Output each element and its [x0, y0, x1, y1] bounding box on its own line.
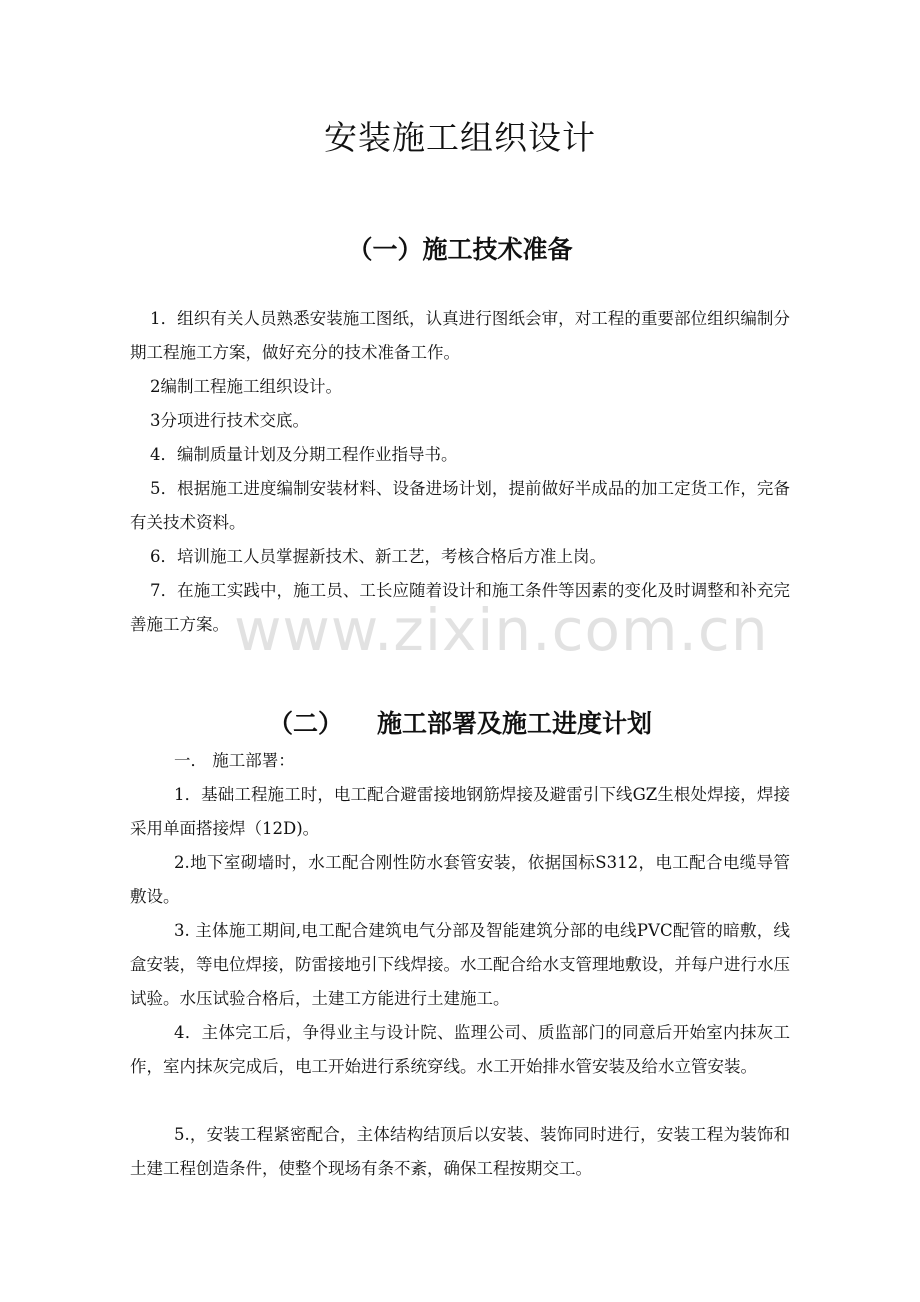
section-1-item-1: 1．组织有关人员熟悉安装施工图纸，认真进行图纸会审，对工程的重要部位组织编制分期工程施工方案，做好充分的技术准备工作。	[130, 309, 790, 362]
section-2-heading-text: 施工部署及施工进度计划	[377, 709, 653, 738]
section-2-heading	[0, 704, 920, 740]
section-2-item-5: 5.，安装工程紧密配合，主体结构结顶后以安装、装饰同时进行，安装工程为装饰和土建工程创造条件，使整个现场有条不紊，确保工程按期交工。	[130, 1125, 790, 1178]
section-1-item-2: 2编制工程施工组织设计。	[150, 377, 342, 396]
section-2-item-2: 2.地下室砌墙时，水工配合刚性防水套管安装，依据国标S312，电工配合电缆导管敷设。	[130, 853, 790, 906]
section-2-item-3: 3. 主体施工期间,电工配合建筑电气分部及智能建筑分部的电线PVC配管的暗敷，线盒安装，等电位焊接，防雷接地引下线焊接。水工配合给水支管理地敷设，并每户进行水压试验。水压试验合格后，土建工方能进行土建施工。	[130, 921, 790, 1008]
section-1-item-7: 7．在施工实践中，施工员、工长应随着设计和施工条件等因素的变化及时调整和补充完善施工方案。	[130, 581, 790, 634]
section-1-item-6: 6．培训施工人员掌握新技术、新工艺，考核合格后方准上岗。	[150, 547, 606, 566]
section-1-heading: （一）施工技术准备	[347, 235, 573, 264]
section-2-heading-number: （二）	[267, 709, 343, 738]
section-2-item-4: 4．主体完工后，争得业主与设计院、监理公司、质监部门的同意后开始室内抹灰工作，室内抹灰完成后，电工开始进行系统穿线。水工开始排水管安装及给水立管安装。	[130, 1023, 790, 1076]
section-2-item-1: 1．基础工程施工时，电工配合避雷接地钢筋焊接及避雷引下线GZ生根处焊接，焊接采用单面搭接焊（12D)。	[130, 785, 790, 838]
watermark-text: www.zixin.com.cn	[234, 596, 769, 664]
document-title: 安装施工组织设计	[324, 118, 596, 157]
section-1-item-3: 3分项进行技术交底。	[150, 411, 309, 430]
section-2-subheading: 一． 施工部署：	[174, 751, 295, 770]
section-1-item-4: 4．编制质量计划及分期工程作业指导书。	[150, 445, 458, 464]
section-1-item-5: 5．根据施工进度编制安装材料、设备进场计划，提前做好半成品的加工定货工作，完备有关技术资料。	[130, 479, 790, 532]
